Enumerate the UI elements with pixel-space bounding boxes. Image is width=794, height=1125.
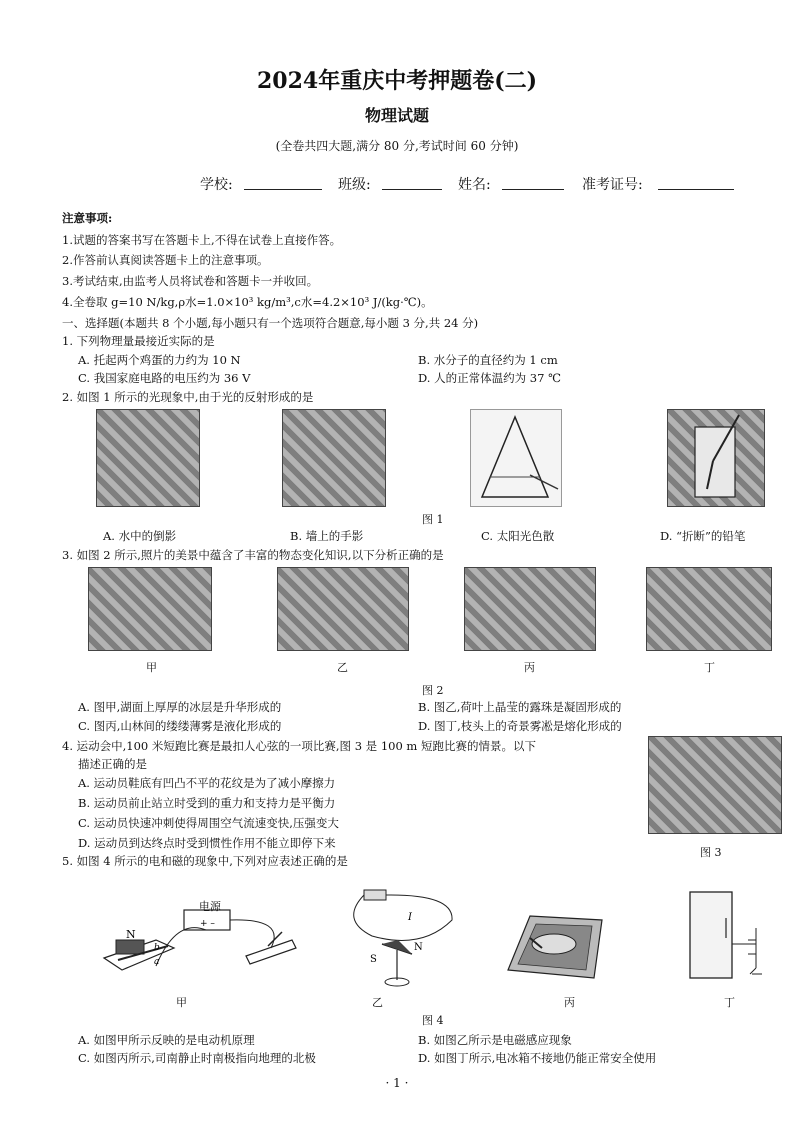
option-c[interactable]: C. 运动员快速冲刺使得周围空气流速变快,压强变大 [78, 816, 339, 830]
ticket-blank[interactable] [658, 189, 734, 190]
question-stem: 5. 如图 4 所示的电和磁的现象中,下列对应表述正确的是 [62, 854, 348, 868]
option-c[interactable]: C. 图丙,山林间的缕缕薄雾是液化形成的 [78, 719, 282, 733]
option-c[interactable]: C. 太阳光色散 [481, 529, 555, 543]
option-b[interactable]: B. 图乙,荷叶上晶莹的露珠是凝固形成的 [418, 700, 622, 714]
note-item: 2.作答前认真阅读答题卡上的注意事项。 [62, 253, 269, 267]
svg-text:N: N [126, 928, 136, 941]
photo-dew-drops [277, 567, 409, 651]
page-number: · 1 · [385, 1076, 409, 1090]
photo-mist [464, 567, 596, 651]
option-a[interactable]: A. 托起两个鸡蛋的力约为 10 N [78, 353, 241, 367]
option-d[interactable]: D. 运动员到达终点时受到惯性作用不能立即停下来 [78, 836, 336, 850]
photo-hand-shadow [282, 409, 386, 507]
school-blank[interactable] [244, 189, 322, 190]
figure-label: 丁 [724, 996, 735, 1009]
svg-text:N: N [414, 942, 423, 953]
option-a[interactable]: A. 运动员鞋底有凹凸不平的花纹是为了减小摩擦力 [78, 776, 336, 790]
svg-text:I: I [408, 912, 412, 923]
exam-title: 2024年重庆中考押题卷(二) [256, 68, 538, 94]
option-d[interactable]: D. 图丁,枝头上的奇景雾凇是熔化形成的 [418, 719, 622, 733]
school-label: 学校: [200, 177, 233, 193]
figure-label: 乙 [337, 661, 348, 674]
name-blank[interactable] [502, 189, 564, 190]
question-stem: 3. 如图 2 所示,照片的美景中蕴含了丰富的物态变化知识,以下分析正确的是 [62, 548, 444, 562]
class-blank[interactable] [382, 189, 442, 190]
figure-caption: 图 4 [422, 1014, 444, 1027]
glass-icon [667, 409, 763, 505]
option-b[interactable]: B. 如图乙所示是电磁感应现象 [418, 1033, 572, 1047]
figure-label: 丙 [524, 661, 535, 674]
section-heading: 一、选择题(本题共 8 个小题,每小题只有一个选项符合题意,每小题 3 分,共 24 分) [62, 316, 479, 330]
exam-subject: 物理试题 [364, 106, 429, 125]
svg-text:+ –: + – [200, 919, 215, 929]
figure-label: 丁 [704, 661, 715, 674]
question-stem-cont: 描述正确的是 [78, 757, 147, 771]
option-b[interactable]: B. 墙上的手影 [290, 529, 364, 543]
option-a[interactable]: A. 水中的倒影 [103, 529, 177, 543]
option-a[interactable]: A. 图甲,湖面上厚厚的冰层是升华形成的 [78, 700, 282, 714]
ticket-label: 准考证号: [582, 177, 643, 193]
question-stem: 2. 如图 1 所示的光现象中,由于光的反射形成的是 [62, 390, 314, 404]
photo-sprint-race [648, 736, 782, 834]
prism-icon [470, 409, 560, 505]
photo-rime [646, 567, 772, 651]
figure-caption: 图 1 [422, 513, 444, 526]
option-c[interactable]: C. 如图丙所示,司南静止时南极指向地理的北极 [78, 1051, 316, 1065]
figure-label: 乙 [372, 996, 383, 1009]
question-stem: 4. 运动会中,100 米短跑比赛是最扣人心弦的一项比赛,图 3 是 100 m 短跑比赛的情景。以下 [62, 739, 536, 753]
oersted-diagram [342, 880, 462, 990]
figure-caption: 图 2 [422, 684, 444, 697]
svg-text:S: S [370, 954, 377, 965]
figure-label: 甲 [176, 996, 187, 1009]
figure-label: 丙 [564, 996, 575, 1009]
option-a[interactable]: A. 如图甲所示反映的是电动机原理 [78, 1033, 255, 1047]
option-d[interactable]: D. 如图丁所示,电冰箱不接地仍能正常安全使用 [418, 1051, 657, 1065]
svg-text:a: a [154, 957, 160, 967]
name-label: 姓名: [458, 177, 491, 193]
option-d[interactable]: D. 人的正常体温约为 37 ℃ [418, 371, 561, 385]
note-item: 3.考试结束,由监考人员将试卷和答题卡一并收回。 [62, 274, 319, 288]
note-item: 1.试题的答案书写在答题卡上,不得在试卷上直接作答。 [62, 233, 342, 247]
notes-heading: 注意事项: [62, 211, 113, 225]
photo-water-reflection [96, 409, 200, 507]
option-d[interactable]: D. “折断”的铅笔 [660, 529, 746, 543]
refrigerator-diagram [686, 888, 776, 988]
figure-label: 甲 [146, 661, 157, 674]
photo-ice-lake [88, 567, 212, 651]
sinan-compass-diagram [498, 908, 608, 988]
svg-text:b: b [154, 943, 160, 953]
note-item: 4.全卷取 g=10 N/kg,ρ水=1.0×10³ kg/m³,c水=4.2×10³ J/(kg·℃)。 [62, 295, 433, 309]
class-label: 班级: [338, 177, 371, 193]
power-source-label: 电源 [199, 900, 221, 913]
exam-note: (全卷共四大题,满分 80 分,考试时间 60 分钟) [275, 139, 519, 153]
question-stem: 1. 下列物理量最接近实际的是 [62, 334, 215, 348]
option-c[interactable]: C. 我国家庭电路的电压约为 36 V [78, 371, 251, 385]
option-b[interactable]: B. 运动员前止站立时受到的重力和支持力是平衡力 [78, 796, 336, 810]
figure-caption: 图 3 [700, 846, 722, 859]
option-b[interactable]: B. 水分子的直径约为 1 cm [418, 353, 558, 367]
